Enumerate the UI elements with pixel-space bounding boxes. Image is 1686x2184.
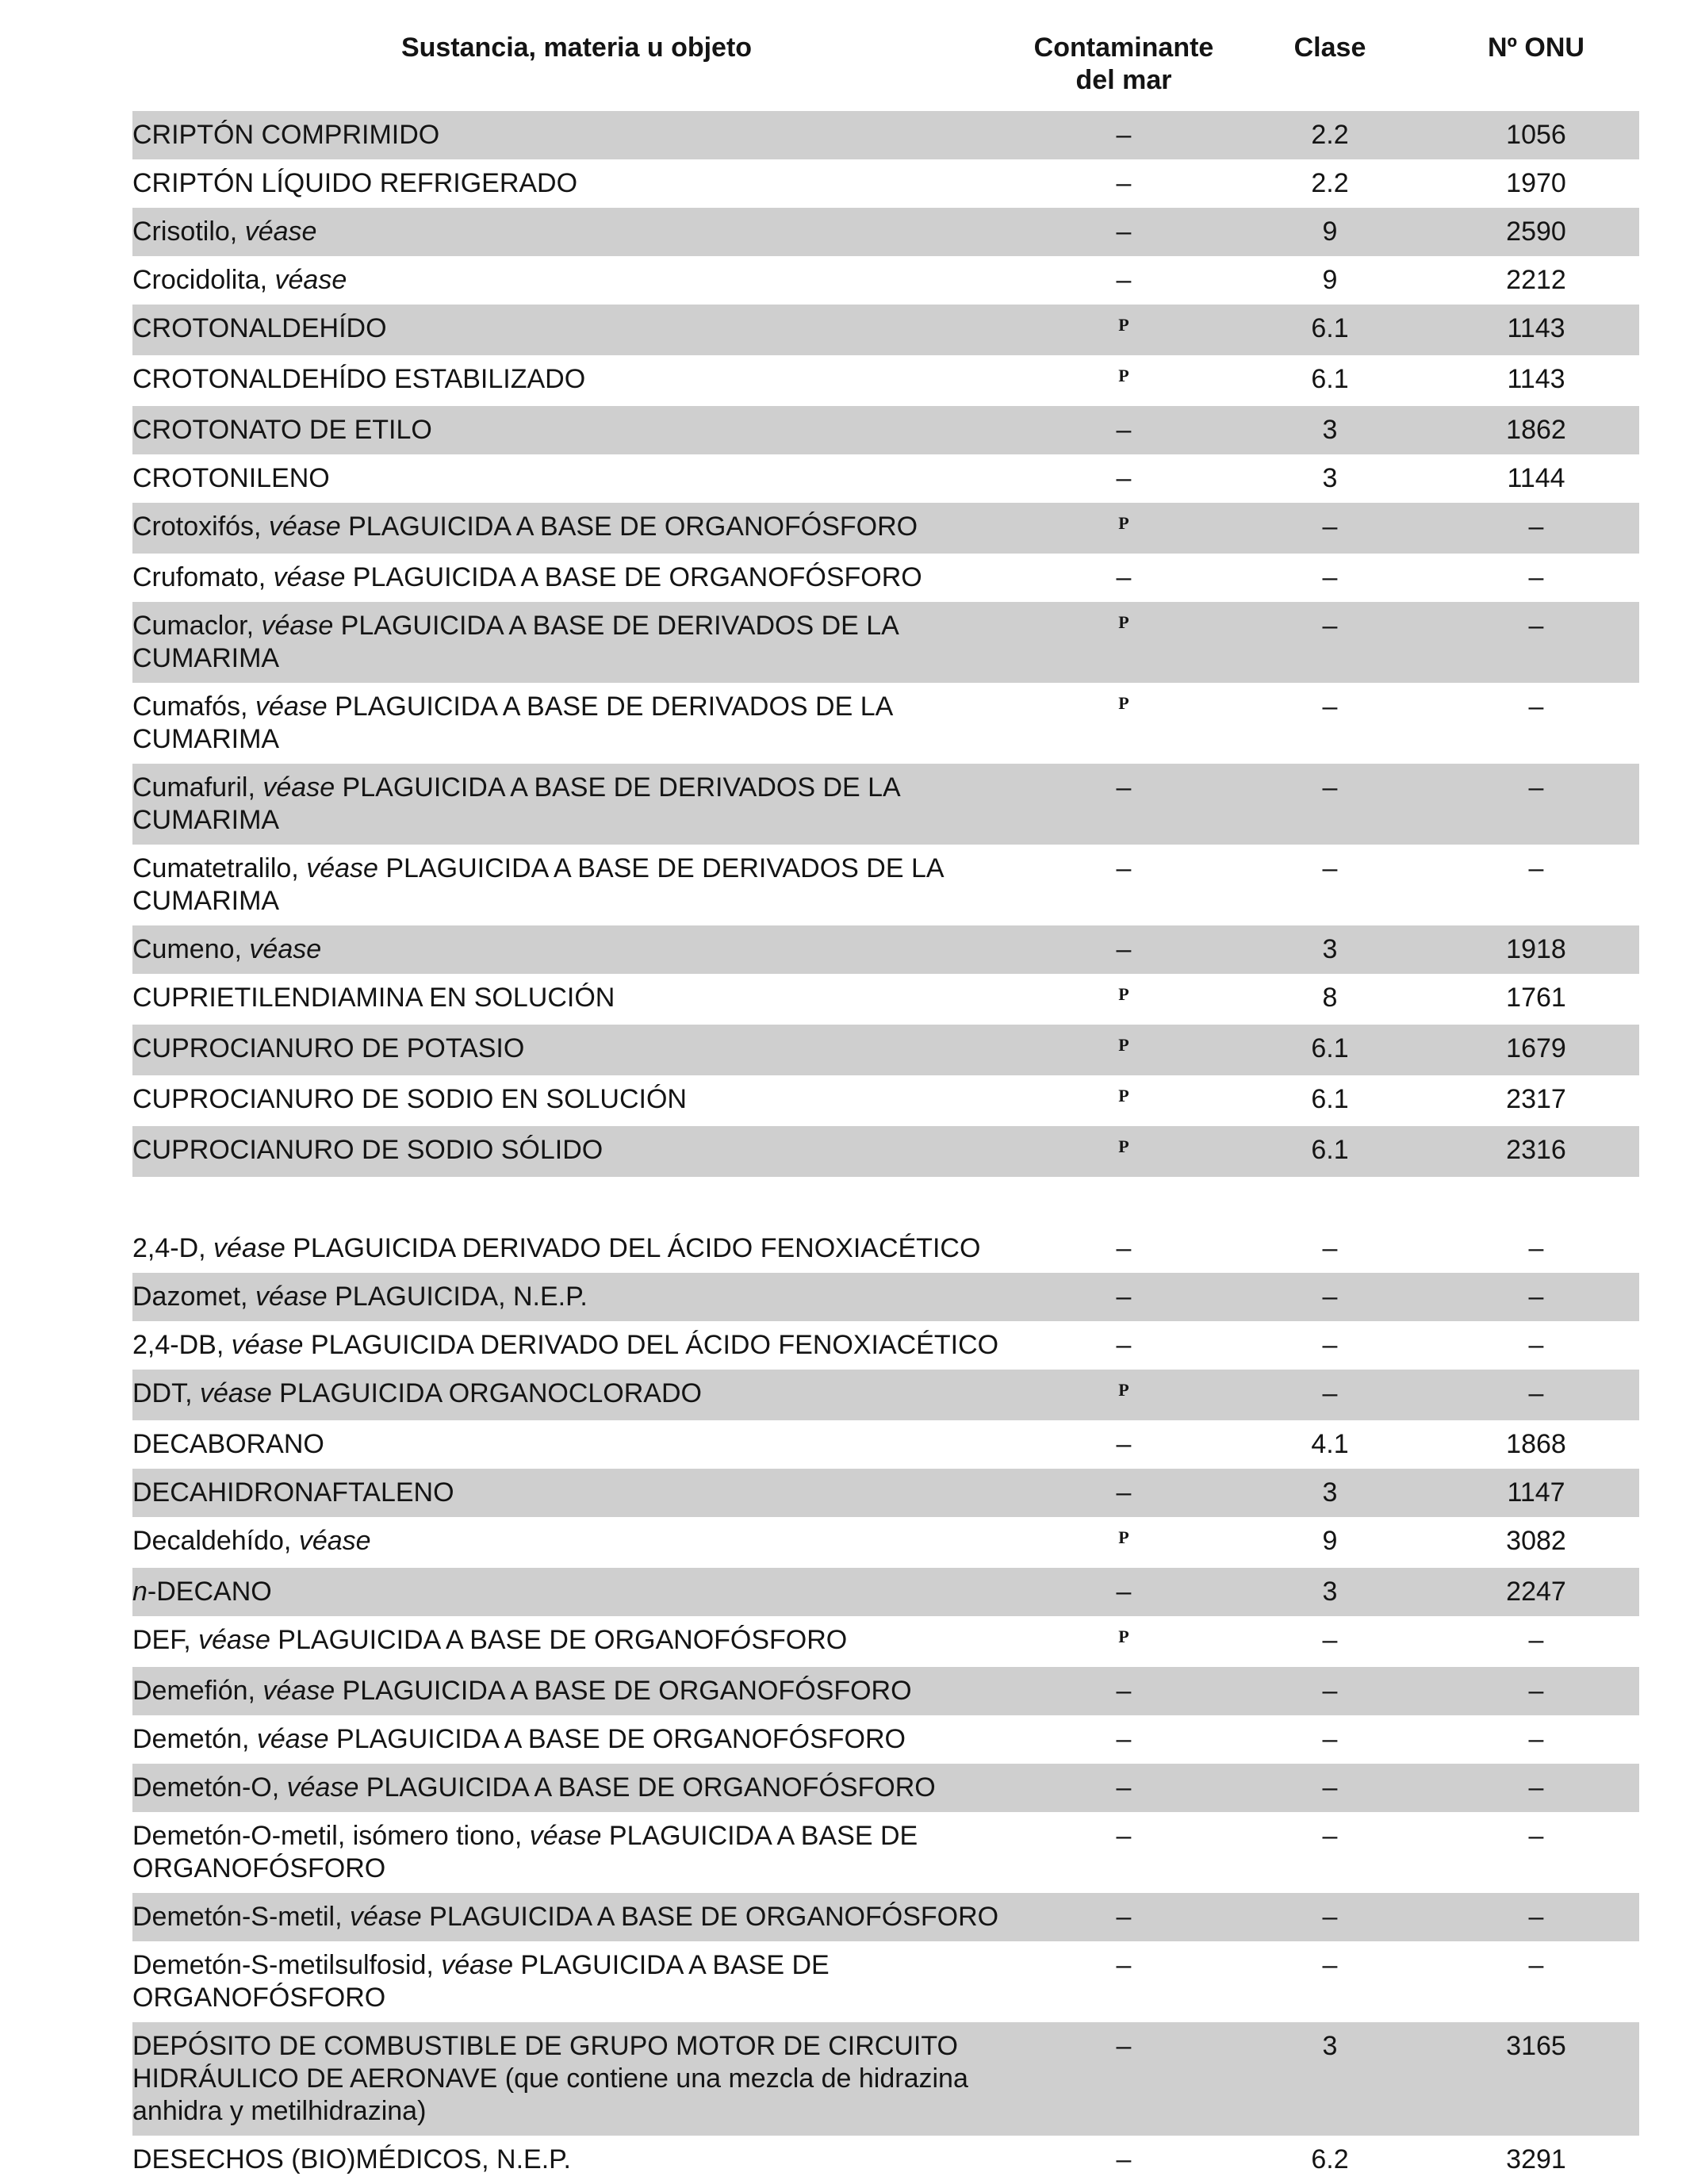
marine-pollutant-cell	[1021, 363, 1227, 398]
marine-pollutant-cell	[1021, 1901, 1227, 1933]
see-reference: véase	[306, 853, 378, 883]
class-cell: 3	[1322, 1477, 1338, 1508]
see-reference: véase	[255, 692, 328, 722]
un-number-cell: 3165	[1506, 2031, 1566, 2061]
substance-cell	[132, 853, 1021, 918]
substance-name: CUPRIETILENDIAMINA EN SOLUCIÓN	[132, 983, 615, 1013]
marine-pollutant-value: –	[1116, 853, 1132, 883]
marine-pollutant-mark: P	[1118, 1086, 1129, 1105]
table-row	[132, 974, 1639, 1025]
un-number-cell: –	[1528, 1625, 1544, 1655]
marine-pollutant-cell	[1021, 264, 1227, 297]
substance-name: CUPROCIANURO DE SODIO SÓLIDO	[132, 1135, 604, 1165]
substance-cell	[132, 2144, 1021, 2176]
substance-name: CROTONILENO	[132, 463, 330, 493]
substance-cell	[132, 933, 1021, 966]
table-row	[132, 1224, 1639, 1273]
class-cell: 3	[1322, 463, 1338, 493]
substance-name: DDT,	[132, 1378, 200, 1408]
substance-name: Crisotilo,	[132, 216, 245, 247]
marine-pollutant-cell	[1021, 561, 1227, 594]
table-row	[132, 1420, 1639, 1469]
substance-name: Cumafuril,	[132, 772, 263, 803]
substance-cell	[132, 1576, 1021, 1608]
marine-pollutant-cell	[1021, 1772, 1227, 1804]
substance-cell	[132, 982, 1021, 1017]
substance-cell	[132, 561, 1021, 594]
un-number-cell: 3291	[1506, 2144, 1566, 2174]
substance-cell	[132, 772, 1021, 837]
table-row	[132, 305, 1639, 355]
substance-cell	[132, 1329, 1021, 1362]
substance-name: Crotoxifós,	[132, 512, 269, 542]
marine-pollutant-cell	[1021, 1083, 1227, 1118]
class-cell: 6.1	[1311, 313, 1349, 343]
un-number-cell: 2316	[1506, 1135, 1566, 1165]
un-number-cell: 1056	[1506, 120, 1566, 150]
marine-pollutant-cell	[1021, 216, 1227, 248]
substance-name: CUPROCIANURO DE SODIO EN SOLUCIÓN	[132, 1084, 687, 1114]
marine-pollutant-value: –	[1116, 2031, 1132, 2061]
see-reference: véase	[231, 1330, 304, 1360]
marine-pollutant-mark: P	[1118, 984, 1129, 1004]
table-row	[132, 1469, 1639, 1517]
table-row	[132, 845, 1639, 925]
header-marine-pollutant: Contaminante del mar	[1033, 33, 1214, 95]
see-reference: véase	[261, 611, 334, 641]
substance-cell	[132, 1428, 1021, 1461]
marine-pollutant-mark: P	[1118, 1527, 1129, 1547]
un-number-cell: –	[1528, 692, 1544, 722]
see-reference: véase	[262, 772, 335, 803]
marine-pollutant-value: –	[1116, 2144, 1132, 2174]
un-number-cell: 1761	[1506, 983, 1566, 1013]
substance-name: Cumeno,	[132, 934, 250, 964]
class-cell: 3	[1322, 1577, 1338, 1607]
table-row	[132, 1812, 1639, 1893]
marine-pollutant-value: –	[1116, 1902, 1132, 1932]
substance-cell	[132, 1624, 1021, 1659]
substance-cell	[132, 691, 1021, 756]
reference-target: PLAGUICIDA A BASE DE ORGANOFÓSFORO	[358, 1772, 936, 1803]
substance-name: Cumaclor,	[132, 611, 262, 641]
table-body	[132, 111, 1639, 2184]
reference-target: -DECANO	[147, 1577, 272, 1607]
substance-name: DECAHIDRONAFTALENO	[132, 1477, 454, 1508]
section-gap	[132, 1177, 1639, 1224]
table-row	[132, 1568, 1639, 1616]
table-row	[132, 1025, 1639, 1075]
table-row	[132, 256, 1639, 305]
class-cell: –	[1322, 1233, 1338, 1263]
un-number-cell: –	[1528, 562, 1544, 592]
table-row	[132, 406, 1639, 454]
marine-pollutant-value: –	[1116, 1233, 1132, 1263]
class-cell: –	[1322, 1378, 1338, 1408]
table-row	[132, 683, 1639, 764]
class-cell: 9	[1322, 216, 1338, 247]
class-cell: –	[1322, 1330, 1338, 1360]
marine-pollutant-cell	[1021, 610, 1227, 675]
marine-pollutant-cell	[1021, 1820, 1227, 1885]
class-cell: –	[1322, 512, 1338, 542]
substance-name: 2,4-DB,	[132, 1330, 232, 1360]
marine-pollutant-mark: P	[1118, 315, 1129, 335]
header-substance: Sustancia, materia u objeto	[400, 33, 753, 63]
reference-target: PLAGUICIDA A BASE DE ORGANOFÓSFORO	[132, 1821, 918, 1883]
class-cell: 6.1	[1311, 1033, 1349, 1063]
marine-pollutant-cell	[1021, 119, 1227, 151]
table-row	[132, 111, 1639, 159]
class-cell: 6.1	[1311, 1084, 1349, 1114]
marine-pollutant-cell	[1021, 853, 1227, 918]
marine-pollutant-cell	[1021, 312, 1227, 347]
marine-pollutant-cell	[1021, 1477, 1227, 1509]
reference-target: PLAGUICIDA A BASE DE DERIVADOS DE LA CUMARIMA	[132, 772, 899, 835]
un-number-cell: 2590	[1506, 216, 1566, 247]
table-row	[132, 1075, 1639, 1126]
marine-pollutant-cell	[1021, 462, 1227, 495]
un-number-cell: 2247	[1506, 1577, 1566, 1607]
substance-cell	[132, 1281, 1021, 1313]
document	[132, 32, 1639, 2184]
reference-target: PLAGUICIDA A BASE DE ORGANOFÓSFORO	[421, 1902, 999, 1932]
marine-pollutant-cell	[1021, 1281, 1227, 1313]
substance-cell	[132, 119, 1021, 151]
substance-cell	[132, 462, 1021, 495]
substance-name: Demetón-O-metil, isómero tiono,	[132, 1821, 530, 1851]
marine-pollutant-cell	[1021, 933, 1227, 966]
marine-pollutant-value: –	[1116, 1429, 1132, 1459]
table-row	[132, 2136, 1639, 2184]
reference-target: PLAGUICIDA A BASE DE ORGANOFÓSFORO	[340, 512, 918, 542]
marine-pollutant-mark: P	[1118, 513, 1129, 533]
table-header	[132, 32, 1639, 111]
substance-name: Cumafós,	[132, 692, 255, 722]
table-row	[132, 1893, 1639, 1941]
marine-pollutant-value: –	[1116, 1950, 1132, 1980]
reference-target: PLAGUICIDA ORGANOCLORADO	[271, 1378, 702, 1408]
table-row	[132, 208, 1639, 256]
un-number-cell: –	[1528, 1676, 1544, 1706]
marine-pollutant-cell	[1021, 691, 1227, 756]
substance-cell	[132, 2030, 1021, 2128]
class-cell: –	[1322, 1724, 1338, 1754]
substance-cell	[132, 511, 1021, 546]
class-cell: –	[1322, 1772, 1338, 1803]
substance-cell	[132, 610, 1021, 675]
substance-cell	[132, 264, 1021, 297]
reference-target: PLAGUICIDA A BASE DE ORGANOFÓSFORO	[132, 1950, 830, 2013]
un-number-cell: 1862	[1506, 415, 1566, 445]
see-reference: véase	[268, 512, 341, 542]
marine-pollutant-mark: P	[1118, 693, 1129, 713]
substance-cell	[132, 167, 1021, 200]
see-reference: véase	[198, 1625, 270, 1655]
reference-target: PLAGUICIDA DERIVADO DEL ÁCIDO FENOXIACÉTICO	[285, 1233, 981, 1263]
substance-name: CROTONALDEHÍDO	[132, 313, 387, 343]
substance-name: Demetón-S-metil,	[132, 1902, 350, 1932]
substance-cell	[132, 414, 1021, 446]
substance-cell	[132, 1377, 1021, 1412]
marine-pollutant-cell	[1021, 1134, 1227, 1169]
substance-cell	[132, 1134, 1021, 1169]
table-row	[132, 1616, 1639, 1667]
class-cell: –	[1322, 692, 1338, 722]
marine-pollutant-cell	[1021, 414, 1227, 446]
marine-pollutant-cell	[1021, 1624, 1227, 1659]
reference-target: PLAGUICIDA A BASE DE ORGANOFÓSFORO	[270, 1625, 848, 1655]
marine-pollutant-cell	[1021, 2030, 1227, 2128]
substance-cell	[132, 1772, 1021, 1804]
un-number-cell: –	[1528, 1950, 1544, 1980]
see-reference: véase	[298, 1526, 371, 1556]
substance-cell	[132, 1477, 1021, 1509]
class-cell: 4.1	[1311, 1429, 1349, 1459]
see-reference: n	[132, 1577, 148, 1607]
un-number-cell: 1679	[1506, 1033, 1566, 1063]
substance-cell	[132, 363, 1021, 398]
un-number-cell: 1868	[1506, 1429, 1566, 1459]
table-row	[132, 1715, 1639, 1764]
table-row	[132, 1370, 1639, 1420]
substance-name: Crufomato,	[132, 562, 274, 592]
class-cell: –	[1322, 1902, 1338, 1932]
substance-cell	[132, 1033, 1021, 1067]
class-cell: 3	[1322, 415, 1338, 445]
table-row	[132, 1667, 1639, 1715]
reference-target: PLAGUICIDA, N.E.P.	[327, 1282, 588, 1312]
substance-cell	[132, 216, 1021, 248]
reference-target: PLAGUICIDA A BASE DE DERIVADOS DE LA CUMARIMA	[132, 692, 892, 754]
table-row	[132, 1126, 1639, 1177]
table-row	[132, 355, 1639, 406]
table-row	[132, 925, 1639, 974]
un-number-cell: 1143	[1507, 364, 1565, 394]
marine-pollutant-value: –	[1116, 1477, 1132, 1508]
marine-pollutant-value: –	[1116, 1676, 1132, 1706]
un-number-cell: 1970	[1506, 168, 1566, 198]
class-cell: –	[1322, 1676, 1338, 1706]
marine-pollutant-mark: P	[1118, 1380, 1129, 1400]
class-cell: –	[1322, 1821, 1338, 1851]
un-number-cell: –	[1528, 611, 1544, 641]
see-reference: véase	[529, 1821, 602, 1851]
table-row	[132, 1941, 1639, 2022]
see-reference: véase	[441, 1950, 513, 1980]
substance-name: Cumatetralilo,	[132, 853, 307, 883]
substance-name: Demetón,	[132, 1724, 257, 1754]
class-cell: 6.1	[1311, 364, 1349, 394]
class-cell: 6.1	[1311, 1135, 1349, 1165]
see-reference: véase	[200, 1378, 272, 1408]
un-number-cell: 2317	[1506, 1084, 1566, 1114]
class-cell: –	[1322, 562, 1338, 592]
marine-pollutant-cell	[1021, 1675, 1227, 1707]
marine-pollutant-cell	[1021, 1576, 1227, 1608]
substance-cell	[132, 1525, 1021, 1560]
un-number-cell: –	[1528, 1233, 1544, 1263]
see-reference: véase	[286, 1772, 359, 1803]
see-reference: véase	[262, 1676, 335, 1706]
see-reference: véase	[256, 1724, 329, 1754]
marine-pollutant-cell	[1021, 1033, 1227, 1067]
substance-cell	[132, 312, 1021, 347]
marine-pollutant-cell	[1021, 772, 1227, 837]
reference-target: PLAGUICIDA DERIVADO DEL ÁCIDO FENOXIACÉTICO	[303, 1330, 999, 1360]
un-number-cell: 1143	[1507, 313, 1565, 343]
table-row	[132, 159, 1639, 208]
table-row	[132, 454, 1639, 503]
reference-target: PLAGUICIDA A BASE DE DERIVADOS DE LA CUMARIMA	[132, 611, 898, 673]
table-row	[132, 1517, 1639, 1568]
header-un-number: Nº ONU	[1488, 33, 1584, 63]
un-number-cell: 1918	[1506, 934, 1566, 964]
marine-pollutant-mark: P	[1118, 1136, 1129, 1156]
substance-cell	[132, 1820, 1021, 1885]
class-cell: 2.2	[1311, 120, 1349, 150]
class-cell: 9	[1322, 1526, 1338, 1556]
un-number-cell: 2212	[1506, 265, 1566, 295]
table-row	[132, 602, 1639, 683]
class-cell: –	[1322, 1950, 1338, 1980]
substance-name: DECABORANO	[132, 1429, 324, 1459]
marine-pollutant-cell	[1021, 167, 1227, 200]
marine-pollutant-mark: P	[1118, 612, 1129, 632]
substance-name: CRIPTÓN LÍQUIDO REFRIGERADO	[132, 168, 578, 198]
marine-pollutant-cell	[1021, 1329, 1227, 1362]
substance-cell	[132, 1901, 1021, 1933]
marine-pollutant-value: –	[1116, 1577, 1132, 1607]
see-reference: véase	[349, 1902, 422, 1932]
see-reference: véase	[244, 216, 317, 247]
marine-pollutant-mark: P	[1118, 366, 1129, 385]
class-cell: –	[1322, 853, 1338, 883]
table-row	[132, 1321, 1639, 1370]
marine-pollutant-value: –	[1116, 415, 1132, 445]
class-cell: 2.2	[1311, 168, 1349, 198]
marine-pollutant-value: –	[1116, 1724, 1132, 1754]
class-cell: –	[1322, 1625, 1338, 1655]
class-cell: 3	[1322, 934, 1338, 964]
marine-pollutant-value: –	[1116, 934, 1132, 964]
see-reference: véase	[273, 562, 346, 592]
substance-name: CRIPTÓN COMPRIMIDO	[132, 120, 440, 150]
class-cell: –	[1322, 611, 1338, 641]
un-number-cell: –	[1528, 772, 1544, 803]
class-cell: 6.2	[1311, 2144, 1349, 2174]
substance-name: Crocidolita,	[132, 265, 275, 295]
class-cell: –	[1322, 772, 1338, 803]
substance-name: DEF,	[132, 1625, 199, 1655]
substance-name: Demetón-S-metilsulfosid,	[132, 1950, 442, 1980]
table-row	[132, 503, 1639, 554]
marine-pollutant-cell	[1021, 1723, 1227, 1756]
class-cell: 9	[1322, 265, 1338, 295]
see-reference: véase	[249, 934, 322, 964]
un-number-cell: 1144	[1507, 463, 1565, 493]
substance-name: Decaldehído,	[132, 1526, 299, 1556]
un-number-cell: –	[1528, 1724, 1544, 1754]
reference-target: PLAGUICIDA A BASE DE ORGANOFÓSFORO	[328, 1724, 906, 1754]
class-cell: 3	[1322, 2031, 1338, 2061]
marine-pollutant-value: –	[1116, 772, 1132, 803]
substance-cell	[132, 1675, 1021, 1707]
substance-name: Dazomet,	[132, 1282, 255, 1312]
marine-pollutant-cell	[1021, 1525, 1227, 1560]
class-cell: 8	[1322, 983, 1338, 1013]
substance-name: CUPROCIANURO DE POTASIO	[132, 1033, 525, 1063]
substance-cell	[132, 1232, 1021, 1265]
table-row	[132, 554, 1639, 602]
marine-pollutant-mark: P	[1118, 1035, 1129, 1055]
un-number-cell: –	[1528, 853, 1544, 883]
marine-pollutant-mark: P	[1118, 1627, 1129, 1646]
marine-pollutant-cell	[1021, 2144, 1227, 2176]
un-number-cell: –	[1528, 1821, 1544, 1851]
reference-target: PLAGUICIDA A BASE DE DERIVADOS DE LA CUMARIMA	[132, 853, 943, 916]
substance-name: DEPÓSITO DE COMBUSTIBLE DE GRUPO MOTOR DE CIRCUITO HIDRÁULICO DE AERONAVE (que contiene una mezcla de hidrazina anhidra y metilhidrazina)	[132, 2031, 968, 2126]
table-row	[132, 764, 1639, 845]
see-reference: véase	[213, 1233, 285, 1263]
marine-pollutant-value: –	[1116, 1282, 1132, 1312]
table-row	[132, 1273, 1639, 1321]
un-number-cell: –	[1528, 1330, 1544, 1360]
header-class: Clase	[1293, 33, 1366, 63]
see-reference: véase	[274, 265, 347, 295]
substance-cell	[132, 1949, 1021, 2014]
marine-pollutant-value: –	[1116, 1330, 1132, 1360]
un-number-cell: –	[1528, 1772, 1544, 1803]
substance-name: 2,4-D,	[132, 1233, 214, 1263]
substance-name: DESECHOS (BIO)MÉDICOS, N.E.P.	[132, 2144, 571, 2174]
substance-name: Demefión,	[132, 1676, 263, 1706]
class-cell: –	[1322, 1282, 1338, 1312]
marine-pollutant-cell	[1021, 982, 1227, 1017]
marine-pollutant-cell	[1021, 1377, 1227, 1412]
marine-pollutant-value: –	[1116, 562, 1132, 592]
table-row	[132, 1764, 1639, 1812]
marine-pollutant-value: –	[1116, 265, 1132, 295]
substance-name: CROTONALDEHÍDO ESTABILIZADO	[132, 364, 586, 394]
un-number-cell: 1147	[1507, 1477, 1565, 1508]
marine-pollutant-value: –	[1116, 120, 1132, 150]
un-number-cell: –	[1528, 1902, 1544, 1932]
marine-pollutant-value: –	[1116, 1772, 1132, 1803]
marine-pollutant-value: –	[1116, 1821, 1132, 1851]
reference-target: PLAGUICIDA A BASE DE ORGANOFÓSFORO	[335, 1676, 912, 1706]
table-row	[132, 2022, 1639, 2136]
un-number-cell: 3082	[1506, 1526, 1566, 1556]
marine-pollutant-cell	[1021, 1949, 1227, 2014]
un-number-cell: –	[1528, 1282, 1544, 1312]
un-number-cell: –	[1528, 1378, 1544, 1408]
marine-pollutant-value: –	[1116, 216, 1132, 247]
substance-cell	[132, 1723, 1021, 1756]
see-reference: véase	[255, 1282, 328, 1312]
substance-name: CROTONATO DE ETILO	[132, 415, 432, 445]
un-number-cell: –	[1528, 512, 1544, 542]
marine-pollutant-cell	[1021, 1232, 1227, 1265]
reference-target: PLAGUICIDA A BASE DE ORGANOFÓSFORO	[345, 562, 922, 592]
substance-cell	[132, 1083, 1021, 1118]
substance-name: Demetón-O,	[132, 1772, 287, 1803]
marine-pollutant-cell	[1021, 1428, 1227, 1461]
marine-pollutant-cell	[1021, 511, 1227, 546]
marine-pollutant-value: –	[1116, 168, 1132, 198]
marine-pollutant-value: –	[1116, 463, 1132, 493]
